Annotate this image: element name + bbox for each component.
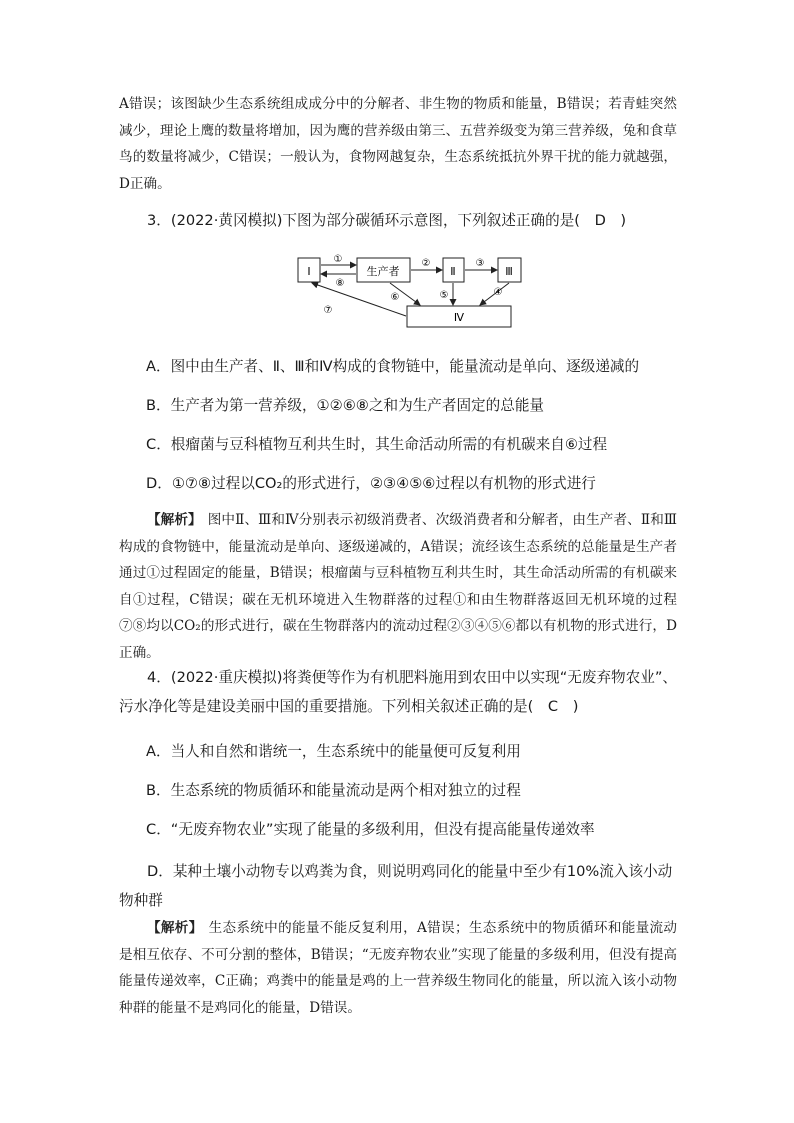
box-II-label: Ⅱ	[450, 265, 456, 278]
label-8: ⑧	[335, 278, 345, 289]
q4-option-a: A．当人和自然和谐统一，生态系统中的能量便可反复利用	[146, 743, 521, 760]
q3-stem: 3．(2022·黄冈模拟)下图为部分碳循环示意图，下列叙述正确的是( D )	[147, 212, 627, 229]
q3-analysis	[119, 507, 677, 666]
label-2: ②	[421, 258, 431, 269]
q3-option-c: C．根瘤菌与豆科植物互利共生时，其生命活动所需的有机碳来自⑥过程	[146, 436, 608, 453]
q4-option-b: B．生态系统的物质循环和能量流动是两个相对独立的过程	[146, 782, 521, 799]
box-I-label: Ⅰ	[307, 265, 311, 278]
label-5: ⑤	[439, 290, 449, 301]
carbon-cycle-diagram	[290, 250, 530, 332]
label-6: ⑥	[390, 292, 400, 303]
q4-option-d: D．某种土壤小动物专以鸡粪为食，则说明鸡同化的能量中至少有10%流入该小动物种群	[119, 863, 673, 909]
label-3: ③	[475, 258, 485, 269]
q3-analysis-tag: 【解析】	[147, 512, 202, 528]
q3-option-a: A．图中由生产者、Ⅱ、Ⅲ和Ⅳ构成的食物链中，能量流动是单向、逐级递减的	[146, 358, 640, 375]
q4-stem: 4．(2022·重庆模拟)将粪便等作为有机肥料施用到农田中以实现“无废弃物农业”、污水净化等是建设美丽中国的重要措施。下列相关叙述正确的是( C )	[119, 669, 677, 715]
q3-analysis-text: 图中Ⅱ、Ⅲ和Ⅳ分别表示初级消费者、次级消费者和分解者，由生产者、Ⅱ和Ⅲ构成的食物链中，能量流动是单向、逐级递减的，A错误；流经该生态系统的总能量是生产者通过①过程固定的能量，B错误；根瘤菌与豆科植物互利共生时，其生命活动所需的有机碳来自①过程，C错误；碳在无机环境进入生物群落的过程①和由生物群落返回无机环境的过程⑦⑧均以CO₂的形式进行，碳在生物群落内的流动过程②③④⑤⑥都以有机物的形式进行，D正确。	[119, 512, 677, 661]
q4-analysis-text: 生态系统中的能量不能反复利用，A错误；生态系统中的物质循环和能量流动是相互依存、不可分割的整体，B错误；“无废弃物农业”实现了能量的多级利用，但没有提高能量传递效率，C正确；鸡粪中的能量是鸡的上一营养级生物同化的能量，所以流入该小动物种群的能量不是鸡同化的能量，D错误。	[119, 920, 677, 1016]
box-III-label: Ⅲ	[505, 265, 513, 278]
box-IV-label: Ⅳ	[453, 311, 465, 324]
prev-explanation-text: A错误；该图缺少生态系统组成成分中的分解者、非生物的物质和能量，B错误；若青蛙突然减少，理论上鹰的数量将增加，因为鹰的营养级由第三、五营养级变为第三营养级，兔和食草鸟的数量将减少，C错误；一般认为，食物网越复杂，生态系统抵抗外界干扰的能力就越强，D正确。	[119, 96, 677, 192]
q4-analysis-tag: 【解析】	[147, 920, 203, 936]
label-1: ①	[333, 254, 343, 265]
label-7: ⑦	[323, 305, 333, 316]
q4-option-c: C．“无废弃物农业”实现了能量的多级利用，但没有提高能量传递效率	[146, 821, 595, 838]
prev-explanation	[119, 91, 677, 197]
box-producer-label: 生产者	[366, 265, 400, 278]
q3-option-b: B．生产者为第一营养级，①②⑥⑧之和为生产者固定的总能量	[146, 397, 545, 414]
label-4: ④	[493, 287, 503, 298]
q3-option-d: D．①⑦⑧过程以CO₂的形式进行，②③④⑤⑥过程以有机物的形式进行	[146, 475, 596, 492]
q4-analysis	[119, 915, 677, 1021]
